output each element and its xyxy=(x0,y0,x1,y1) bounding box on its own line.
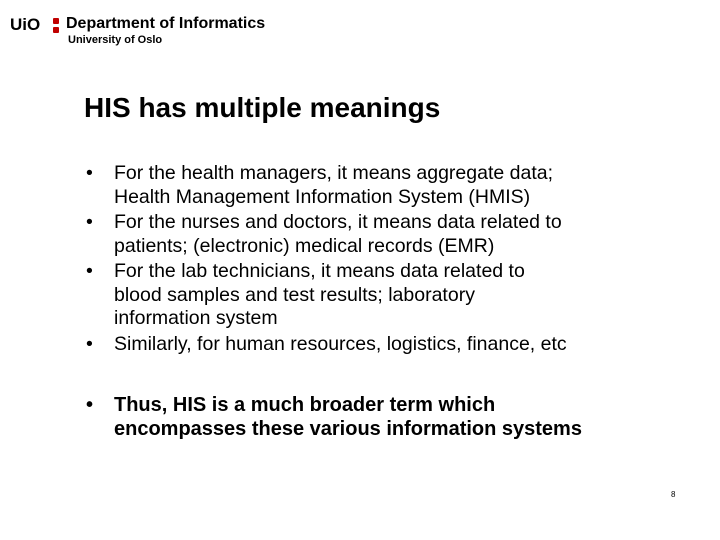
bullet-item xyxy=(86,211,706,258)
bullet-item xyxy=(86,260,706,331)
logo-separator-icon xyxy=(53,17,59,33)
page-number: 8 xyxy=(671,490,676,499)
bullet-item xyxy=(86,333,706,357)
slide-header xyxy=(10,12,410,52)
bullet-text-line: information system xyxy=(114,307,278,329)
university-name: University of Oslo xyxy=(68,34,163,46)
bullet-text-line: patients; (electronic) medical records (EMR) xyxy=(114,234,495,257)
bullet-icon: • xyxy=(86,211,93,233)
bullet-item xyxy=(86,162,706,209)
bullet-icon: • xyxy=(86,332,93,355)
bullet-text-line: For the lab technicians, it means data related to xyxy=(114,260,525,282)
bullet-icon: • xyxy=(86,394,94,416)
bullet-text-line: blood samples and test results; laboratory xyxy=(114,283,475,306)
slide-title: HIS has multiple meanings xyxy=(84,92,441,123)
bullet-text-line: Health Management Information System (HMIS) xyxy=(114,185,531,208)
bullet-text-line: For the nurses and doctors, it means data related to xyxy=(114,211,562,233)
bullet-text-line: Similarly, for human resources, logistics, finance, etc xyxy=(114,332,567,355)
uio-logo: UiO xyxy=(10,15,41,34)
conclusion-bullet xyxy=(86,394,706,441)
bullet-icon: • xyxy=(86,260,93,282)
conclusion-text-line: encompasses these various information systems xyxy=(114,417,582,440)
bullet-icon: • xyxy=(86,162,93,184)
bullet-text-line: For the health managers, it means aggregate data; xyxy=(114,162,554,184)
bullet-list xyxy=(86,162,706,443)
conclusion-text-line: Thus, HIS is a much broader term which xyxy=(114,394,496,416)
spacer xyxy=(86,358,706,392)
department-name: Department of Informatics xyxy=(66,15,266,32)
